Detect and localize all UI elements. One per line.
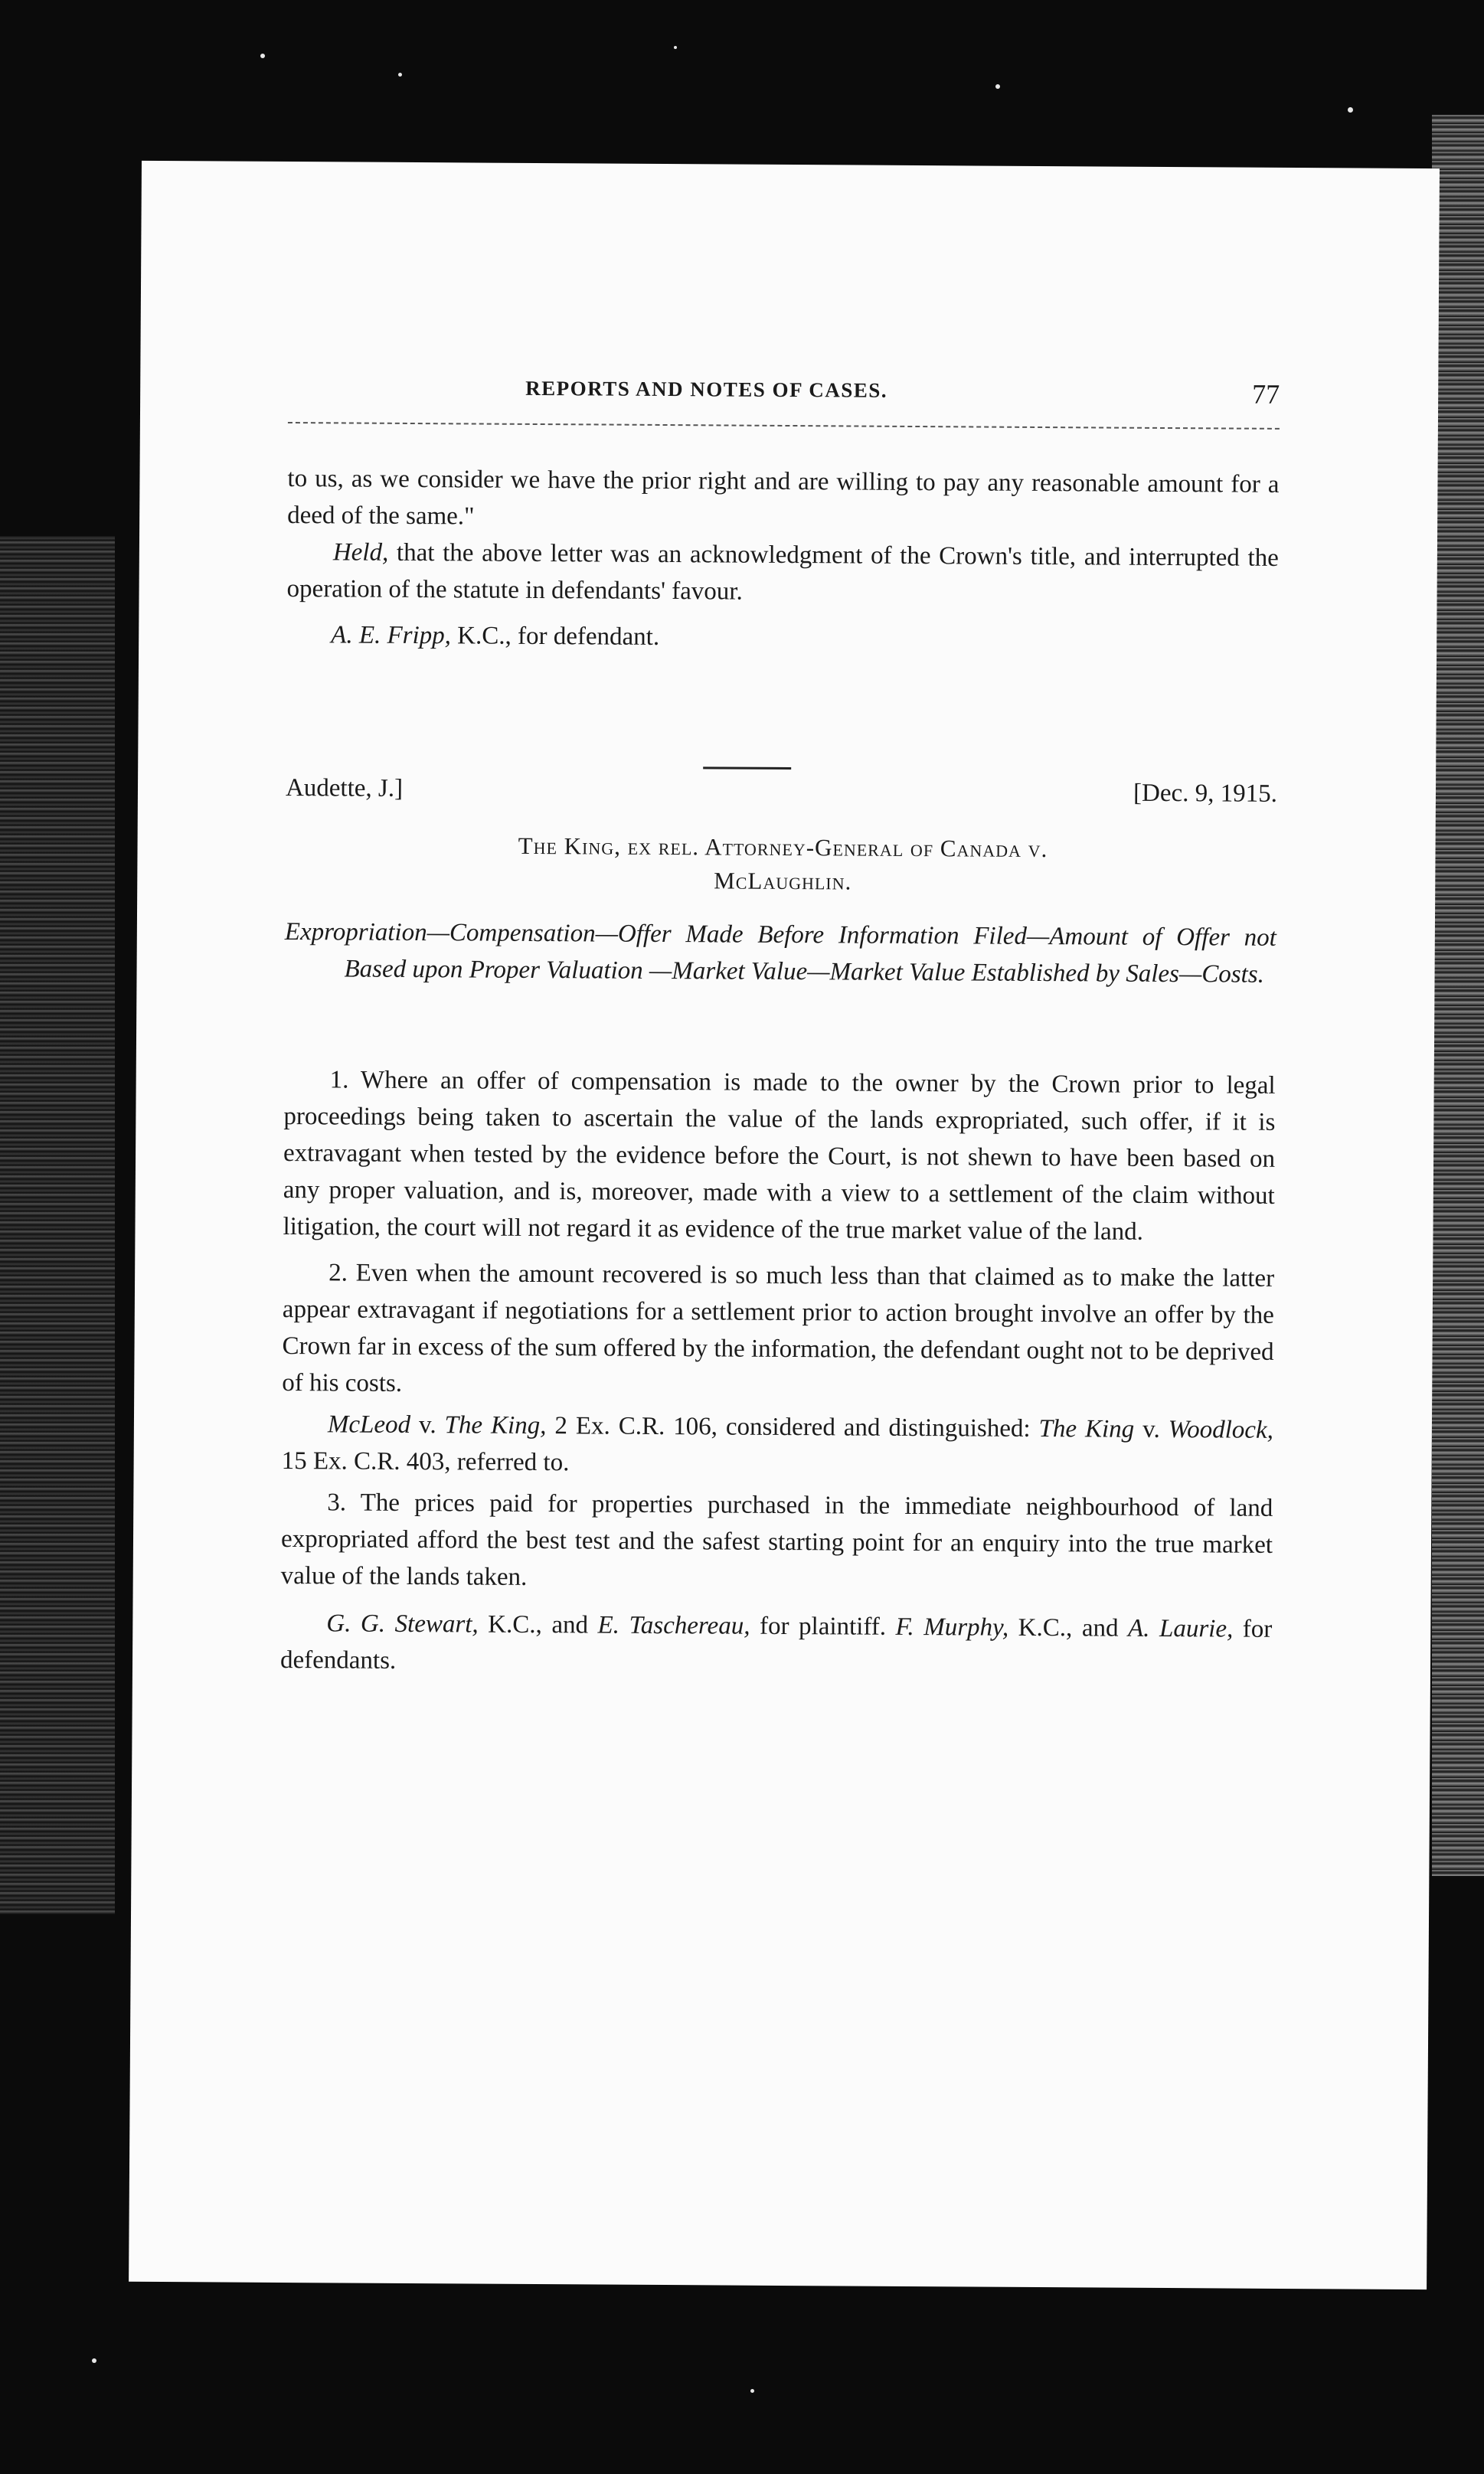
counsel-4: A. Laurie,	[1127, 1614, 1234, 1643]
dust-speck	[750, 2389, 754, 2393]
held-paragraph	[286, 534, 1279, 613]
dust-speck	[1348, 107, 1353, 113]
dust-speck	[995, 84, 1000, 89]
counsel-text: K.C., and	[478, 1610, 598, 1639]
citation-connector: v.	[1134, 1415, 1169, 1444]
running-title: REPORTS AND NOTES OF CASES.	[525, 376, 888, 402]
case-style-line-2: McLaughlin.	[714, 867, 852, 895]
counsel-2: E. Taschereau,	[597, 1611, 750, 1640]
dust-speck	[260, 54, 265, 58]
counsel-3: F. Murphy,	[895, 1613, 1009, 1642]
holding-3: 3. The prices paid for properties purchased in the immediate neighbourhood of land expropriated afford the best test and the safest starting point for an enquiry into the true market value of the lands taken.	[280, 1489, 1273, 1591]
decision-date: [Dec. 9, 1915.	[1133, 779, 1278, 808]
counsel-name: A. E. Fripp,	[331, 621, 452, 650]
dust-speck	[674, 46, 677, 49]
cited-case-1: McLeod	[327, 1410, 411, 1439]
prior-case-section	[286, 460, 1280, 659]
right-edge-noise	[1432, 115, 1484, 1876]
court-line	[285, 773, 1278, 808]
citation-text-end: 15 Ex. C.R. 403, referred to.	[281, 1446, 570, 1477]
case-style-line-1: The King, ex rel. Attorney-General of Canada v.	[518, 832, 1048, 863]
held-text: that the above letter was an acknowledgment of the Crown's title, and interrupted the operation of the statute in defendants' favour.	[286, 538, 1279, 606]
cited-case-1b: The King,	[444, 1411, 547, 1440]
counsel-paragraph	[280, 1605, 1273, 1685]
held-label: Held,	[332, 538, 389, 567]
header-rule	[288, 422, 1280, 430]
running-head	[288, 372, 1280, 417]
holding-1: 1. Where an offer of compensation is made to the owner by the Crown prior to legal proceedings being taken to ascertain the value of the lands expropriated, such offer, if it is extravagant when tested by the evidence before the Court, is not shewn to have been based on any proper valuation, and is, moreover, made with a view to a settlement of the claim without litigation, the court will not regard it as evidence of the true market value of the land.	[283, 1066, 1276, 1246]
dust-speck	[92, 2358, 96, 2363]
left-edge-noise	[0, 536, 115, 1914]
section-divider	[703, 766, 791, 770]
citation-paragraph	[281, 1406, 1273, 1485]
continuation-paragraph: to us, as we consider we have the prior right and are willing to pay any reasonable amount for a deed of the same."	[287, 464, 1280, 531]
cited-case-2: The King	[1038, 1415, 1135, 1443]
counsel-text: K.C., and	[1008, 1613, 1129, 1642]
counsel-1: G. G. Stewart,	[326, 1610, 479, 1639]
case-style	[350, 828, 1216, 901]
citation-connector: v.	[410, 1410, 445, 1440]
holdings-section	[280, 1061, 1276, 1685]
cited-case-2b: Woodlock,	[1168, 1416, 1274, 1444]
holding-2: 2. Even when the amount recovered is so much less than that claimed as to make the latter appear extravagant if negotiations for a settlement prior to action brought involve an offer by the Crown far in excess of the sum offered by the information, the defendant ought not to be deprived of his costs.	[282, 1259, 1275, 1397]
dust-speck	[398, 73, 402, 77]
headnote-catchwords: Expropriation—Compensation—Offer Made Before Information Filed—Amount of Offer not Based upon Proper Valuation —Market Value—Market Value Established by Sales—Costs.	[284, 917, 1276, 989]
citation-text: 2 Ex. C.R. 106, considered and distinguished:	[546, 1412, 1039, 1443]
judge: Audette, J.]	[285, 773, 404, 802]
book-page	[129, 161, 1440, 2289]
counsel-line	[286, 616, 1278, 659]
counsel-rest: K.C., for defendant.	[450, 622, 660, 651]
page-number: 77	[1252, 378, 1280, 410]
counsel-text: for plaintiff.	[750, 1612, 896, 1641]
counsel-text: for defendants.	[279, 1615, 1273, 1675]
